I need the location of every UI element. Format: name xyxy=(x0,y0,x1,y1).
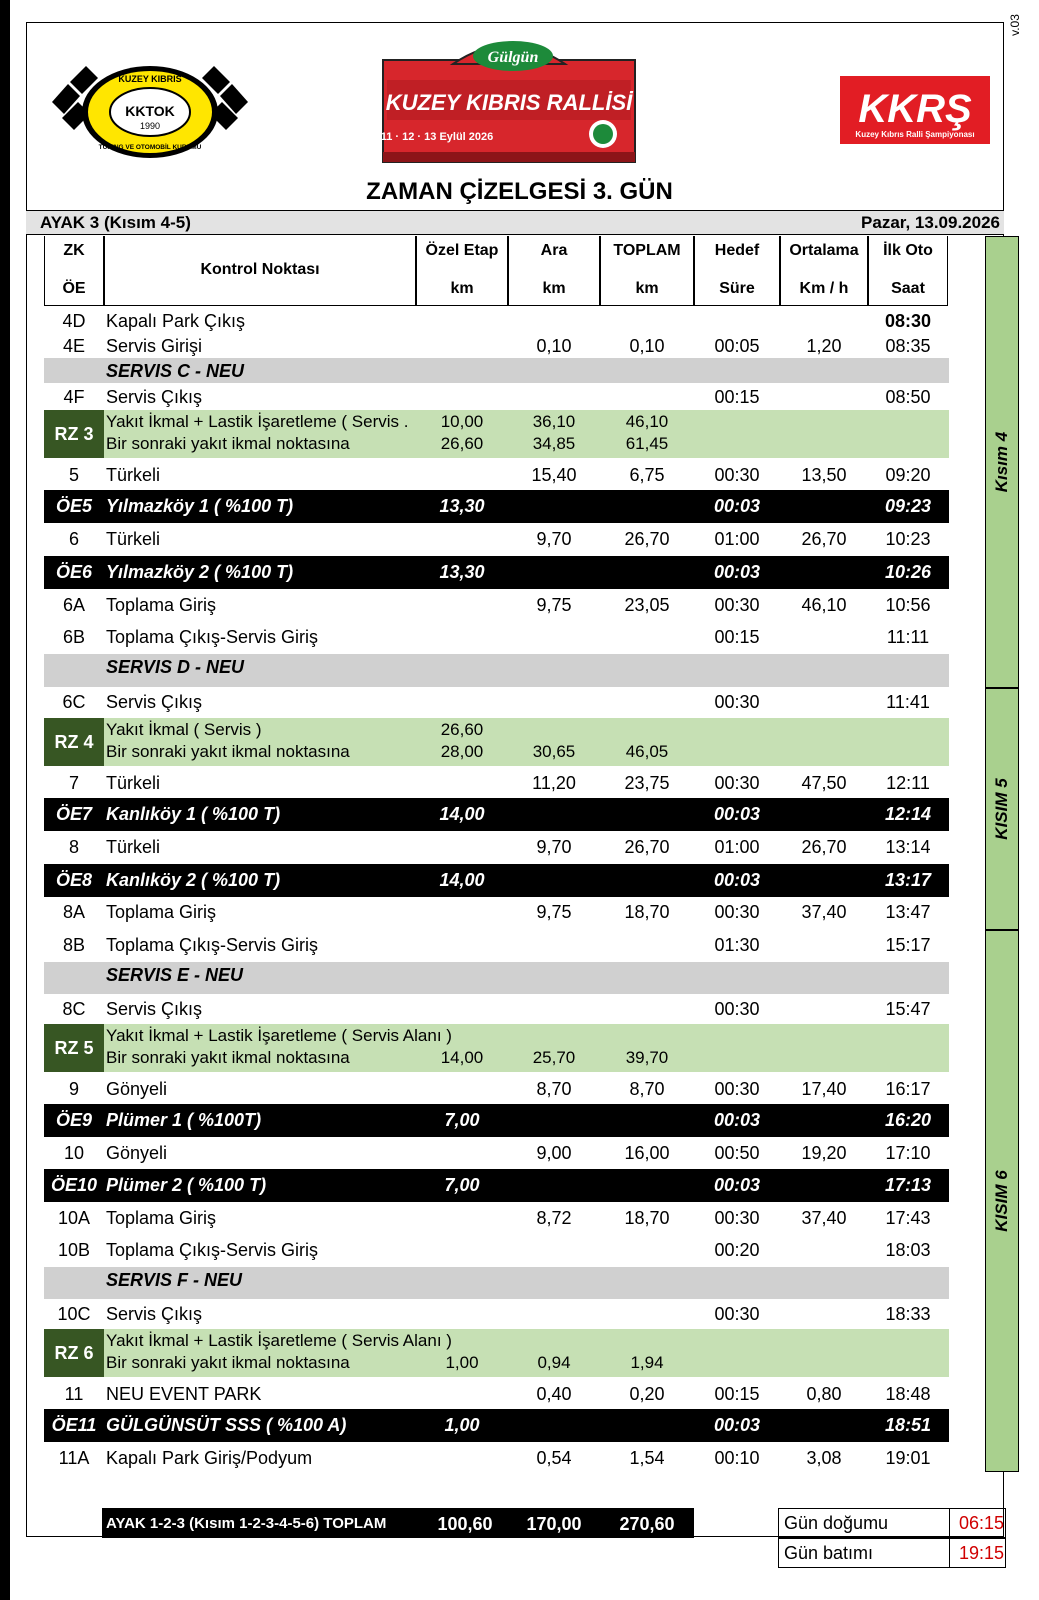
cell-saat: 10:23 xyxy=(885,529,931,549)
cell-zk: ÖE10 xyxy=(50,1175,98,1195)
special-stage-row xyxy=(44,798,949,831)
cell-oz: 13,30 xyxy=(439,496,485,516)
cell-hed: 00:03 xyxy=(713,870,761,890)
cell-top: 18,70 xyxy=(624,902,670,922)
cell-zk: 8C xyxy=(62,999,86,1019)
cell-saat: 08:30 xyxy=(884,311,932,331)
header-ortalama: Ortalama Km / h xyxy=(780,236,868,306)
special-stage-row xyxy=(44,864,949,897)
refuel-name: Yakıt İkmal + Lastik İşaretleme ( Servis Alanı ) xyxy=(106,1026,452,1045)
cell-hed: 01:00 xyxy=(714,529,760,549)
cell-ort: 47,50 xyxy=(801,773,847,793)
refuel-oz: 26,60 xyxy=(440,434,484,453)
cell-zk: 7 xyxy=(68,773,79,793)
refuel-oz: 28,00 xyxy=(440,742,484,761)
svg-text:TURING VE OTOMOBİL KURUMU: TURING VE OTOMOBİL KURUMU xyxy=(98,144,202,151)
section-kisim-6: KISIM 6 xyxy=(985,930,1019,1472)
refuel-name: Bir sonraki yakıt ikmal noktasına xyxy=(106,1353,350,1372)
time-control-row xyxy=(44,1074,949,1104)
cell-ort: 37,40 xyxy=(801,1208,847,1228)
cell-zk: 8 xyxy=(68,837,79,857)
cell-name: Gönyeli xyxy=(106,1143,168,1163)
refuel-zone-row xyxy=(44,718,949,766)
time-control-row xyxy=(44,994,949,1024)
cell-name: NEU EVENT PARK xyxy=(106,1384,262,1404)
special-stage-row xyxy=(44,490,949,523)
time-control-row xyxy=(44,686,949,718)
time-control-row xyxy=(44,1379,949,1409)
cell-ara: 15,40 xyxy=(531,465,577,485)
cell-top: 1,54 xyxy=(629,1448,665,1468)
refuel-name: Bir sonraki yakıt ikmal noktasına xyxy=(106,1048,350,1067)
time-control-row xyxy=(44,1442,949,1475)
cell-zk: 10A xyxy=(57,1208,91,1228)
refuel-name: Bir sonraki yakıt ikmal noktasına xyxy=(106,742,350,761)
version-label: v.03 xyxy=(1007,14,1022,36)
cell-top: 16,00 xyxy=(624,1143,670,1163)
cell-ara: 9,75 xyxy=(536,595,572,615)
special-stage-row xyxy=(44,556,949,589)
cell-name: Kapalı Park Giriş/Podyum xyxy=(106,1448,313,1468)
cell-saat: 10:26 xyxy=(884,562,932,582)
cell-hed: 00:15 xyxy=(714,627,760,647)
refuel-name: Yakıt İkmal + Lastik İşaretleme ( Servis . xyxy=(106,412,409,431)
time-control-row xyxy=(44,460,949,490)
cell-hed: 00:05 xyxy=(714,336,760,356)
totals-toplam: 270,60 xyxy=(619,1514,675,1534)
cell-name: Yılmazköy 2 ( %100 T) xyxy=(106,562,294,582)
cell-hed: 00:03 xyxy=(713,804,761,824)
cell-saat: 11:11 xyxy=(886,627,930,647)
refuel-zone-badge: RZ 6 xyxy=(44,1329,104,1377)
rally-logo xyxy=(380,34,635,162)
cell-saat: 19:01 xyxy=(885,1448,931,1468)
cell-saat: 16:17 xyxy=(885,1079,931,1099)
cell-zk: 10C xyxy=(57,1304,91,1324)
header-hedef: Hedef Süre xyxy=(694,236,780,306)
cell-saat: 15:17 xyxy=(885,935,931,955)
cell-name: Servis Çıkış xyxy=(106,999,203,1019)
cell-name: Türkeli xyxy=(106,773,161,793)
cell-zk: 10B xyxy=(57,1240,91,1260)
header-ozel-etap: Özel Etap km xyxy=(416,236,508,306)
service-park-row xyxy=(44,1267,949,1299)
cell-hed: 00:03 xyxy=(713,1415,761,1435)
cell-name: Servis Çıkış xyxy=(106,387,203,407)
cell-hed: 00:30 xyxy=(714,595,760,615)
cell-name: Toplama Giriş xyxy=(106,595,217,615)
cell-zk: 10 xyxy=(63,1143,85,1163)
cell-saat: 15:47 xyxy=(885,999,931,1019)
cell-name: Kapalı Park Çıkış xyxy=(106,311,246,331)
special-stage-row xyxy=(44,1409,949,1442)
cell-ara: 9,00 xyxy=(536,1143,572,1163)
refuel-name: Bir sonraki yakıt ikmal noktasına xyxy=(106,434,350,453)
cell-zk: 6B xyxy=(62,627,86,647)
cell-hed: 00:03 xyxy=(713,1175,761,1195)
cell-name: Servis Çıkış xyxy=(106,692,203,712)
cell-hed: 00:03 xyxy=(713,1110,761,1130)
cell-saat: 10:56 xyxy=(885,595,931,615)
cell-zk: 8A xyxy=(62,902,86,922)
cell-saat: 17:13 xyxy=(884,1175,932,1195)
cell-zk: 11 xyxy=(64,1384,84,1404)
cell-saat: 08:50 xyxy=(885,387,931,407)
svg-text:KUZEY KIBRIS RALLİSİ: KUZEY KIBRIS RALLİSİ xyxy=(385,90,633,115)
cell-name: Kanlıköy 2 ( %100 T) xyxy=(106,870,281,890)
time-control-row xyxy=(44,333,949,359)
refuel-oz: 10,00 xyxy=(440,412,484,431)
cell-name: Toplama Giriş xyxy=(106,902,217,922)
totals-bar xyxy=(102,1508,694,1538)
sunrise-time: 06:15 xyxy=(959,1513,1005,1533)
cell-name: Toplama Giriş xyxy=(106,1208,217,1228)
cell-saat: 18:03 xyxy=(885,1240,931,1260)
cell-name: Servis Girişi xyxy=(106,336,203,356)
cell-saat: 13:14 xyxy=(885,837,931,857)
cell-oz: 1,00 xyxy=(444,1415,480,1435)
section-kisim-5: KISIM 5 xyxy=(985,688,1019,930)
cell-zk: 9 xyxy=(68,1079,79,1099)
cell-zk: 6 xyxy=(68,529,79,549)
cell-zk: 11A xyxy=(58,1448,90,1468)
left-border-bar xyxy=(0,0,10,1600)
cell-zk: ÖE11 xyxy=(51,1415,97,1435)
header-kontrol: Kontrol Noktası xyxy=(104,236,416,306)
cell-zk: ÖE5 xyxy=(55,496,93,516)
totals-ozel: 100,60 xyxy=(437,1514,493,1534)
svg-text:KKTOK: KKTOK xyxy=(125,103,175,119)
refuel-top: 39,70 xyxy=(625,1048,669,1067)
cell-ara: 11,20 xyxy=(532,773,576,793)
cell-ort: 46,10 xyxy=(801,595,847,615)
cell-hed: 00:30 xyxy=(714,999,760,1019)
refuel-zone-row xyxy=(44,1024,949,1072)
cell-name: Plümer 2 ( %100 T) xyxy=(106,1175,267,1195)
refuel-ara: 36,10 xyxy=(532,412,576,431)
kktok-logo xyxy=(52,62,248,162)
time-control-row xyxy=(44,308,949,334)
cell-ort: 19,20 xyxy=(801,1143,847,1163)
cell-saat: 17:10 xyxy=(885,1143,931,1163)
service-park-label: SERVIS F - NEU xyxy=(106,1270,243,1290)
cell-ara: 9,70 xyxy=(536,529,572,549)
time-control-row xyxy=(44,1202,949,1235)
time-control-row xyxy=(44,384,949,410)
cell-top: 0,20 xyxy=(629,1384,665,1404)
refuel-top: 1,94 xyxy=(630,1353,664,1372)
cell-oz: 14,00 xyxy=(439,804,485,824)
cell-ort: 26,70 xyxy=(801,529,847,549)
service-park-label: SERVIS E - NEU xyxy=(106,965,244,985)
cell-ara: 0,40 xyxy=(536,1384,572,1404)
cell-zk: 4D xyxy=(62,311,86,331)
cell-top: 23,75 xyxy=(624,773,670,793)
sunset-time: 19:15 xyxy=(959,1543,1005,1563)
header-toplam: TOPLAM km xyxy=(600,236,694,306)
cell-oz: 7,00 xyxy=(444,1175,480,1195)
refuel-ara: 25,70 xyxy=(532,1048,576,1067)
cell-hed: 00:15 xyxy=(714,387,760,407)
leg-label: AYAK 3 (Kısım 4-5) xyxy=(40,213,191,232)
cell-name: GÜLGÜNSÜT SSS ( %100 A) xyxy=(106,1415,347,1435)
cell-hed: 01:00 xyxy=(714,837,760,857)
time-control-row xyxy=(44,523,949,556)
cell-ort: 26,70 xyxy=(801,837,847,857)
cell-ort: 0,80 xyxy=(806,1384,842,1404)
cell-saat: 09:23 xyxy=(884,496,932,516)
cell-zk: ÖE7 xyxy=(55,804,93,824)
cell-zk: 8B xyxy=(62,935,86,955)
time-control-row xyxy=(44,1234,949,1267)
cell-name: Toplama Çıkış-Servis Giriş xyxy=(106,627,319,647)
cell-zk: ÖE6 xyxy=(55,562,93,582)
refuel-zone-row xyxy=(44,1329,949,1377)
time-control-row xyxy=(44,589,949,622)
svg-text:11 · 12 · 13 Eylül 2026: 11 · 12 · 13 Eylül 2026 xyxy=(380,131,494,143)
service-park-row xyxy=(44,358,949,383)
cell-hed: 00:30 xyxy=(714,1079,760,1099)
cell-ara: 0,10 xyxy=(536,336,572,356)
cell-ara: 8,72 xyxy=(536,1208,572,1228)
cell-top: 23,05 xyxy=(624,595,670,615)
header-ilk-oto: İlk Oto Saat xyxy=(868,236,948,306)
time-control-row xyxy=(44,929,949,962)
cell-name: Kanlıköy 1 ( %100 T) xyxy=(106,804,281,824)
cell-hed: 00:20 xyxy=(714,1240,760,1260)
refuel-ara: 0,94 xyxy=(537,1353,571,1372)
cell-hed: 00:30 xyxy=(714,902,760,922)
cell-hed: 00:50 xyxy=(714,1143,760,1163)
cell-hed: 00:10 xyxy=(714,1448,760,1468)
cell-saat: 09:20 xyxy=(885,465,931,485)
cell-ara: 9,75 xyxy=(536,902,572,922)
header-ara: Ara km xyxy=(508,236,600,306)
special-stage-row xyxy=(44,1169,949,1202)
cell-saat: 17:43 xyxy=(885,1208,931,1228)
svg-text:1990: 1990 xyxy=(139,121,161,131)
cell-saat: 12:14 xyxy=(884,804,932,824)
cell-top: 8,70 xyxy=(629,1079,665,1099)
cell-name: Türkeli xyxy=(106,465,161,485)
cell-hed: 00:30 xyxy=(714,1304,760,1324)
cell-name: Toplama Çıkış-Servis Giriş xyxy=(106,1240,319,1260)
cell-hed: 00:30 xyxy=(714,465,760,485)
cell-saat: 11:41 xyxy=(886,692,930,712)
cell-ort: 3,08 xyxy=(806,1448,842,1468)
cell-zk: 5 xyxy=(68,465,79,485)
cell-name: Servis Çıkış xyxy=(106,1304,203,1324)
cell-zk: 4E xyxy=(62,336,86,356)
cell-hed: 00:30 xyxy=(714,692,760,712)
cell-hed: 00:30 xyxy=(714,773,760,793)
sunrise-row: Gün doğumu 06:15 xyxy=(778,1508,1006,1538)
cell-top: 18,70 xyxy=(624,1208,670,1228)
cell-top: 26,70 xyxy=(624,837,670,857)
cell-name: Plümer 1 ( %100T) xyxy=(106,1110,262,1130)
svg-text:KUZEY KIBRIS: KUZEY KIBRIS xyxy=(118,74,182,84)
sunset-row: Gün batımı 19:15 xyxy=(778,1538,1006,1568)
cell-saat: 13:17 xyxy=(884,870,932,890)
refuel-zone-badge: RZ 4 xyxy=(44,718,104,766)
cell-name: Türkeli xyxy=(106,837,161,857)
time-control-row xyxy=(44,1299,949,1329)
cell-hed: 00:03 xyxy=(713,496,761,516)
kkrs-logo xyxy=(840,76,990,144)
service-park-label: SERVIS C - NEU xyxy=(106,361,245,381)
totals-label: AYAK 1-2-3 (Kısım 1-2-3-4-5-6) TOPLAM xyxy=(106,1515,387,1532)
svg-text:KKRŞ: KKRŞ xyxy=(858,87,972,131)
refuel-zone-badge: RZ 5 xyxy=(44,1024,104,1072)
refuel-name: Yakıt İkmal ( Servis ) xyxy=(106,720,262,739)
cell-saat: 18:33 xyxy=(885,1304,931,1324)
cell-saat: 13:47 xyxy=(885,902,931,922)
cell-saat: 16:20 xyxy=(884,1110,932,1130)
refuel-top: 46,10 xyxy=(625,412,669,431)
leg-date: Pazar, 13.09.2026 xyxy=(861,213,1000,232)
service-park-row xyxy=(44,654,949,687)
cell-hed: 01:30 xyxy=(714,935,760,955)
time-control-row xyxy=(44,768,949,798)
cell-name: Yılmazköy 1 ( %100 T) xyxy=(106,496,294,516)
cell-saat: 18:48 xyxy=(885,1384,931,1404)
cell-oz: 13,30 xyxy=(439,562,485,582)
cell-zk: ÖE9 xyxy=(55,1110,93,1130)
refuel-oz: 1,00 xyxy=(445,1353,479,1372)
refuel-zone-badge: RZ 3 xyxy=(44,410,104,458)
cell-saat: 12:11 xyxy=(886,773,930,793)
cell-saat: 18:51 xyxy=(884,1415,932,1435)
cell-name: Gönyeli xyxy=(106,1079,168,1099)
cell-ort: 1,20 xyxy=(806,336,842,356)
cell-ort: 37,40 xyxy=(801,902,847,922)
service-park-row xyxy=(44,962,949,994)
refuel-ara: 30,65 xyxy=(532,742,576,761)
refuel-top: 61,45 xyxy=(625,434,669,453)
cell-name: Türkeli xyxy=(106,529,161,549)
time-control-row xyxy=(44,1137,949,1170)
cell-hed: 00:03 xyxy=(713,562,761,582)
refuel-oz: 14,00 xyxy=(440,1048,484,1067)
cell-ara: 8,70 xyxy=(536,1079,572,1099)
section-kisim-4: Kısım 4 xyxy=(985,236,1019,688)
page-title: ZAMAN ÇİZELGESİ 3. GÜN xyxy=(366,178,673,205)
time-control-row xyxy=(44,831,949,864)
totals-ara: 170,00 xyxy=(526,1514,582,1534)
cell-zk: 4F xyxy=(63,387,85,407)
leg-info-row xyxy=(26,210,1004,235)
header-zk: ZK ÖE xyxy=(44,236,104,306)
cell-saat: 08:35 xyxy=(885,336,931,356)
cell-oz: 14,00 xyxy=(439,870,485,890)
cell-oz: 7,00 xyxy=(444,1110,480,1130)
cell-zk: 6C xyxy=(62,692,86,712)
cell-ort: 13,50 xyxy=(801,465,847,485)
refuel-name: Yakıt İkmal + Lastik İşaretleme ( Servis Alanı ) xyxy=(106,1331,452,1350)
cell-ara: 9,70 xyxy=(536,837,572,857)
refuel-top: 46,05 xyxy=(625,742,669,761)
refuel-zone-row xyxy=(44,410,949,458)
cell-ort: 17,40 xyxy=(801,1079,847,1099)
cell-ara: 0,54 xyxy=(536,1448,572,1468)
cell-zk: 6A xyxy=(62,595,86,615)
time-control-row xyxy=(44,621,949,654)
cell-top: 6,75 xyxy=(629,465,665,485)
cell-zk: ÖE8 xyxy=(55,870,93,890)
time-control-row xyxy=(44,896,949,929)
refuel-ara: 34,85 xyxy=(532,434,576,453)
service-park-label: SERVIS D - NEU xyxy=(106,657,245,677)
svg-text:Kuzey Kıbrıs Ralli Şampiyonası: Kuzey Kıbrıs Ralli Şampiyonası xyxy=(855,130,975,139)
cell-hed: 00:15 xyxy=(714,1384,760,1404)
cell-name: Toplama Çıkış-Servis Giriş xyxy=(106,935,319,955)
svg-text:Gülgün: Gülgün xyxy=(487,49,539,66)
special-stage-row xyxy=(44,1104,949,1137)
cell-hed: 00:30 xyxy=(714,1208,760,1228)
cell-top: 0,10 xyxy=(629,336,665,356)
cell-top: 26,70 xyxy=(624,529,670,549)
refuel-oz: 26,60 xyxy=(440,720,484,739)
